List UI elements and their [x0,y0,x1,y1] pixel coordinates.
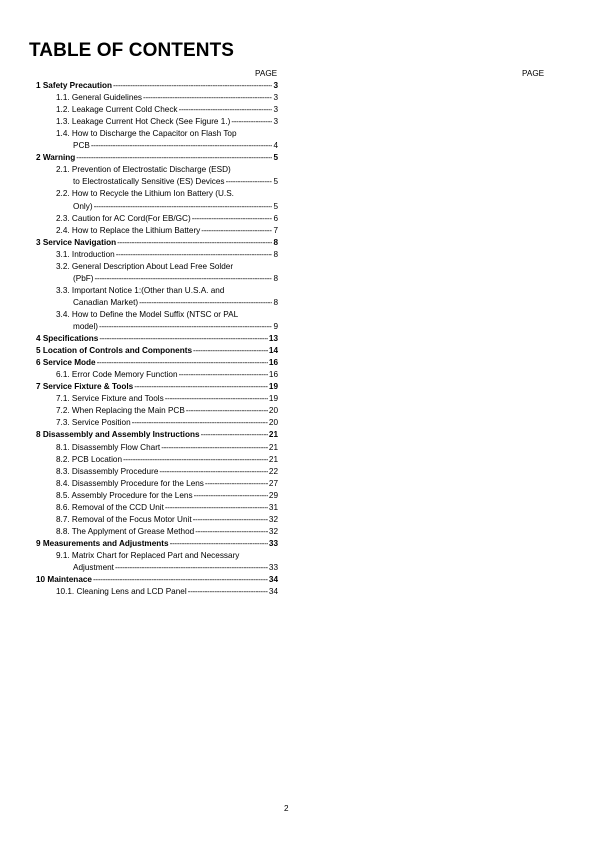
dot-leader [117,237,272,249]
dot-leader [91,140,273,152]
toc-entry-page: 31 [268,502,278,512]
toc-entry-title: PCB [73,141,90,151]
toc-entry-title: to Electrostatically Sensitive (ES) Devices [73,177,225,187]
toc-entry-title: 7.3. Service Position [56,418,131,428]
toc-entry-page: 6 [273,213,278,223]
toc-entry[interactable] [56,309,278,321]
toc-entry[interactable] [36,574,278,586]
dot-leader [188,586,268,598]
toc-entry-page: 29 [268,490,278,500]
footer-page-number: 2 [284,804,289,813]
dot-leader [179,104,273,116]
toc-entry-title: 3 Service Navigation [36,237,117,247]
toc-entry[interactable] [36,357,278,369]
toc-entry[interactable] [56,249,278,261]
page-column-header-right: PAGE [522,69,545,78]
toc-entry-page: 19 [268,382,278,392]
toc-entry-title: 8.6. Removal of the CCD Unit [56,502,164,512]
toc-entry-page: 14 [268,346,278,356]
toc-entry-page: 32 [268,514,278,524]
dot-leader [192,213,273,225]
toc-entry[interactable] [56,188,278,200]
toc-entry-page: 5 [273,153,278,163]
toc-entry-title: 7.2. When Replacing the Main PCB [56,406,185,416]
dot-leader [201,429,268,441]
toc-entry[interactable] [56,213,278,225]
toc-entry[interactable] [36,152,278,164]
dot-leader [115,562,268,574]
toc-entry[interactable] [36,381,278,393]
toc-entry-title: Canadian Market) [73,297,139,307]
dot-leader [123,454,268,466]
toc-entry[interactable] [56,128,278,140]
toc-entry[interactable] [73,273,278,285]
toc-entry-title: 5 Location of Controls and Components [36,346,193,356]
dot-leader [165,393,268,405]
toc-entry-title: 6 Service Mode [36,358,96,368]
toc-entry-title: 2 Warning [36,153,76,163]
dot-leader [186,405,268,417]
toc-entry-page: 27 [268,478,278,488]
toc-entry-page: 5 [273,177,278,187]
dot-leader [93,574,268,586]
toc-entry[interactable] [56,490,278,502]
dot-leader [194,490,268,502]
toc-entry-page: 3 [273,105,278,115]
dot-leader [116,249,273,261]
toc-entry-title: 8.5. Assembly Procedure for the Lens [56,490,193,500]
toc-entry[interactable] [36,80,278,92]
dot-leader [99,333,268,345]
toc-entry-title: Only) [73,201,93,211]
toc-entry-page: 13 [268,334,278,344]
toc-entry[interactable] [73,297,278,309]
toc-entry-title: 10 Maintenace [36,575,92,585]
dot-leader [132,417,268,429]
toc-entry[interactable] [73,321,278,333]
toc-entry[interactable] [56,442,278,454]
toc-entry[interactable] [56,478,278,490]
toc-entry-page: 21 [268,430,278,440]
dot-leader [165,502,268,514]
dot-leader [113,80,272,92]
toc-entry[interactable] [36,429,278,441]
toc-entry-title: 9 Measurements and Adjustments [36,538,169,548]
toc-entry-page: 20 [268,406,278,416]
toc-entry-page: 16 [268,370,278,380]
toc-entry[interactable] [56,466,278,478]
dot-leader [170,538,268,550]
page-title: TABLE OF CONTENTS [29,40,235,61]
toc-entry-title: (PbF) [73,273,94,283]
toc-entry[interactable] [56,285,278,297]
dot-leader [97,357,268,369]
toc-entry-page: 32 [268,526,278,536]
toc-entry-title: 6.1. Error Code Memory Function [56,370,178,380]
toc-entry-page: 4 [273,141,278,151]
toc-entry-title: 1.2. Leakage Current Cold Check [56,105,178,115]
toc-entry-title: 3.2. General Description About Lead Free Solder [56,261,234,271]
toc-entry-page: 8 [273,237,278,247]
toc-entry-title: 1.3. Leakage Current Hot Check (See Figure 1.) [56,117,231,127]
toc-entry-title: 8.7. Removal of the Focus Motor Unit [56,514,192,524]
toc-entry-title: 7.1. Service Fixture and Tools [56,394,164,404]
toc-entry[interactable] [56,92,278,104]
toc-entry-title: 2.1. Prevention of Electrostatic Discharge (ESD) [56,165,231,175]
dot-leader [231,116,272,128]
toc-entry-page: 3 [273,93,278,103]
toc-entry-page: 33 [268,538,278,548]
dot-leader [195,526,268,538]
toc-entry-title: Adjustment [73,563,114,572]
toc-entry[interactable] [56,164,278,176]
dot-leader [179,369,268,381]
toc-entry-title: 8.1. Disassembly Flow Chart [56,442,161,452]
toc-entry[interactable] [73,176,278,188]
toc-entry[interactable] [56,514,278,526]
dot-leader [76,152,272,164]
dot-leader [94,273,272,285]
toc-entry-page: 21 [268,454,278,464]
toc-entry[interactable] [36,237,278,249]
toc-entry-page: 5 [273,201,278,211]
toc-entry-page: 34 [268,587,278,597]
dot-leader [161,442,268,454]
toc-entry-page: 16 [268,358,278,368]
toc-entry-title: 8.3. Disassembly Procedure [56,466,159,476]
dot-leader [201,225,272,237]
toc-entry-page: 33 [268,563,278,572]
toc-entry-title: 3.3. Important Notice 1:(Other than U.S.A. and [56,285,225,295]
toc-entry-page: 8 [273,297,278,307]
dot-leader [193,345,268,357]
toc-entry[interactable] [56,405,278,417]
toc-entry[interactable] [56,454,278,466]
toc-entry-title: 3.1. Introduction [56,249,115,259]
toc-entry[interactable] [56,225,278,237]
dot-leader [226,176,273,188]
toc-entry-page: 9 [273,322,278,331]
toc-entry-title: 3.4. How to Define the Model Suffix (NTSC or PAL [56,309,239,319]
toc-entry[interactable] [36,345,278,357]
toc-entry-title: 9.1. Matrix Chart for Replaced Part and Necessary [56,550,240,560]
toc-entry-title: 1.4. How to Discharge the Capacitor on Flash Top [56,129,237,139]
toc-entry[interactable] [56,116,278,128]
toc-entry[interactable] [56,526,278,538]
toc-entry-page: 20 [268,418,278,428]
toc-entry[interactable] [56,502,278,514]
dot-leader [193,514,268,526]
toc-entry-title: 8.4. Disassembly Procedure for the Lens [56,478,204,488]
page-column-header: PAGE [255,69,278,78]
toc-entry-title: 8.8. The Applyment of Grease Method [56,526,195,536]
toc-entry-page: 8 [273,273,278,283]
toc-entry-title: 2.2. How to Recycle the Lithium Ion Battery (U.S. [56,189,234,199]
toc-entry-page: 8 [273,249,278,259]
toc-entry-title: 10.1. Cleaning Lens and LCD Panel [56,587,187,597]
toc-entry[interactable] [73,140,278,152]
toc-entry-page: 21 [268,442,278,452]
toc-entry-title: 2.4. How to Replace the Lithium Battery [56,225,201,235]
toc-entry[interactable] [56,369,278,381]
toc-entry-page: 7 [273,225,278,235]
toc-entry[interactable] [56,586,278,598]
toc-entry-title: 7 Service Fixture & Tools [36,382,134,392]
toc-entry[interactable] [73,562,278,574]
toc-entry[interactable] [56,261,278,273]
toc-entry-page: 22 [268,466,278,476]
toc-entry-title: 1 Safety Precaution [36,81,112,90]
toc-entry[interactable] [56,417,278,429]
dot-leader [99,321,272,333]
toc-entry[interactable] [56,393,278,405]
dot-leader [159,466,268,478]
toc-entry-title: model) [73,322,99,331]
dot-leader [205,478,268,490]
toc-entry[interactable] [73,201,278,213]
toc-entry[interactable] [56,550,278,562]
toc-entry-page: 3 [273,117,278,127]
toc-entry[interactable] [36,538,278,550]
dot-leader [139,297,272,309]
toc-entry-page: 34 [268,575,278,585]
toc-entry-title: 8 Disassembly and Assembly Instructions [36,430,200,440]
dot-leader [94,201,273,213]
toc-entry-title: 2.3. Caution for AC Cord(For EB/GC) [56,213,191,223]
toc-entry-title: 1.1. General Guidelines [56,93,143,103]
toc-entry-title: 4 Specifications [36,334,99,344]
toc-entry-title: 8.2. PCB Location [56,454,122,464]
toc-entry-page: 19 [268,394,278,404]
toc-entry[interactable] [36,333,278,345]
toc-entry-page: 3 [273,81,278,90]
dot-leader [143,92,272,104]
toc-entry[interactable] [56,104,278,116]
dot-leader [134,381,268,393]
